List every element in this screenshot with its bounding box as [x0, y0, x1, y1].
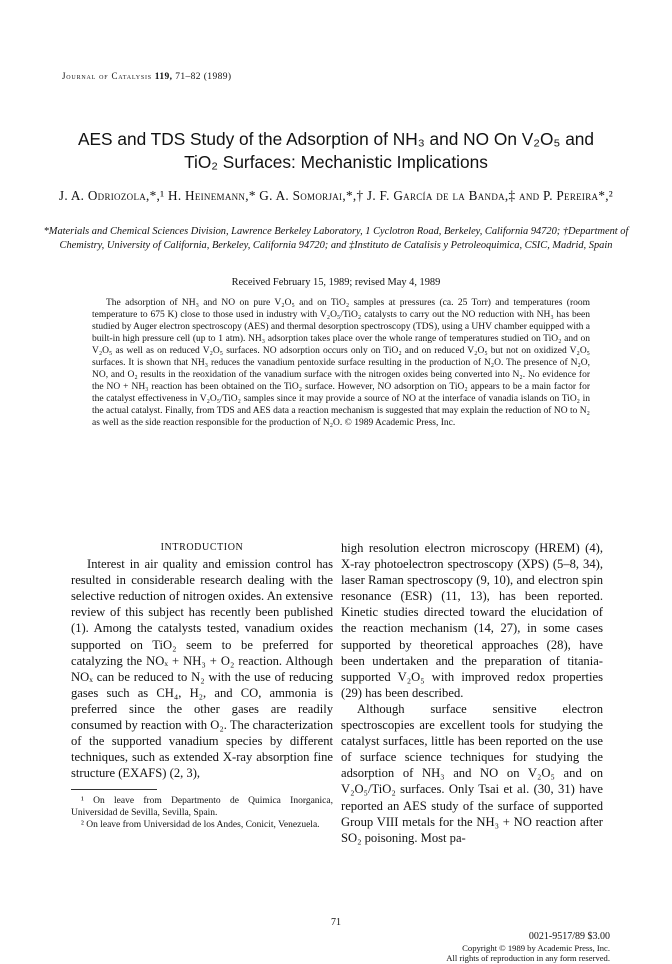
journal-pages-year: 71–82 (1989) — [175, 72, 232, 82]
received-dates: Received February 15, 1989; revised May 4, 1989 — [231, 277, 441, 288]
intro-paragraph-1: Interest in air quality and emission control has resulted in considerable research dealing with the selective reduction of nitrogen oxides. An extensive review of this subject has recently been published (1). Among the catalysts tested, vanadium oxides supported on TiO₂ seem to be preferred for catalyzing the NOₓ + NH₃ + O₂ reaction. Although NOₓ can be reduced to N₂ with the use of reducing gases such as CH₄, H₂, and CO, ammonia is preferred since the other gases are readily consumed by reaction with O₂. The characterization of the supported vanadium species by different techniques, such as extended X-ray absorption fine structure (EXAFS) (2, 3), — [71, 557, 333, 781]
copyright-block — [446, 932, 610, 964]
journal-volume: 119, — [154, 72, 173, 82]
footnote-2: ² On leave from Universidad de los Andes, Conicit, Venezuela. — [81, 820, 320, 831]
footnote-divider — [71, 789, 157, 790]
rights-line: All rights of reproduction in any form reserved. — [446, 953, 610, 963]
right-column — [341, 540, 603, 846]
intro-paragraph-3: Although surface sensitive electron spectroscopies are excellent tools for studying the catalyst surfaces, little has been reported on the use of surface science techniques for studying the adsorption of NH₃ and NO on V₂O₅ and on V₂O₅/TiO₂ surfaces. Only Tsai et al. (30, 31) have reported an AES study of the surface of supported Group VIII metals for the NH₃ + NO reaction after SO₂ poisoning. Most pa- — [341, 701, 603, 845]
left-column — [71, 540, 333, 831]
intro-paragraph-2: high resolution electron microscopy (HREM) (4), X-ray photoelectron spectroscopy (XPS) (5–8, 34), laser Raman spectroscopy (9, 10), and electron spin resonance (ESR) (11, 13), has been reported. Kinetic studies directed toward the elucidation of the reaction mechanism (14, 27), in some cases supported by theoretical approaches (28), have been undertaken and the preparation of titania-supported V₂O₅ with improved redox properties (29) has been described. — [341, 541, 603, 700]
section-heading: INTRODUCTION — [160, 542, 244, 553]
journal-header — [62, 71, 231, 82]
affiliations: *Materials and Chemical Sciences Division, Lawrence Berkeley Laboratory, 1 Cyclotron Road, Berkeley, California 94720; †Department of Chemistry, University of California, Berkeley, California 94720; and ‡Instituto de Catalisis y Petroleoquimica, CSIC, Madrid, Spain — [43, 226, 629, 251]
footnotes — [71, 795, 333, 831]
journal-name: Journal of Catalysis — [62, 71, 152, 81]
paper-title-line-1: AES and TDS Study of the Adsorption of NH₃ and NO On V₂O₅ and — [77, 129, 595, 149]
paper-title-line-2: TiO₂ Surfaces: Mechanistic Implications — [184, 152, 488, 172]
copyright-line: Copyright © 1989 by Academic Press, Inc. — [462, 942, 610, 953]
footnote-1: ¹ On leave from Departmento de Quimica Inorganica, Universidad de Sevilla, Sevilla, Spain. — [71, 796, 333, 819]
abstract: The adsorption of NH₃ and NO on pure V₂O₅ and on TiO₂ samples at pressures (ca. 25 Torr) and temperatures (room temperature to 675 K) close to those used in industry with V₂O₅/TiO₂ catalysts to carry out the NO reduction with NH₃ has been studied by Auger electron spectroscopy (AES) and thermal desorption spectroscopy (TDS), using a UHV chamber equipped with a built-in high pressure cell (up to 1 atm). NH₃ adsorption takes place over the whole range of temperatures studied on TiO₂ and on V₂O₅ as well as on reduced V₂O₅ surfaces. NO adsorption occurs only on TiO₂ and on reduced V₂O₅ but not on oxidized V₂O₅ surfaces. It is shown that NH₃ reduces the vanadium pentoxide surface resulting in the production of N₂O. The presence of N₂O, NO, and O₂ results in the reoxidation of the vanadium surface with the nitrogen oxides being converted into N₂. No evidence for the NO + NH₃ reaction has been obtained on the TiO₂ surface. However, NO adsorption on TiO₂ appears to be a main factor for the catalyst effectiveness in V₂O₅/TiO₂ samples since it may provide a source of NO at the interface of vanadia islands on TiO₂ in the actual catalyst. Finally, from TDS and AES data a reaction mechanism is suggested that may explain the reduction of NO to N₂ as well as the side reaction responsible for the production of N₂O. © 1989 Academic Press, Inc. — [92, 298, 590, 429]
issn-price: 0021-9517/89 $3.00 — [528, 931, 610, 942]
page-number: 71 — [331, 917, 341, 928]
author-list: J. A. Odriozola,*,¹ H. Heinemann,* G. A. Somorjai,*,† J. F. García de la Banda,‡ and P. Pereira*,² — [58, 188, 614, 203]
paper-title — [40, 128, 632, 174]
